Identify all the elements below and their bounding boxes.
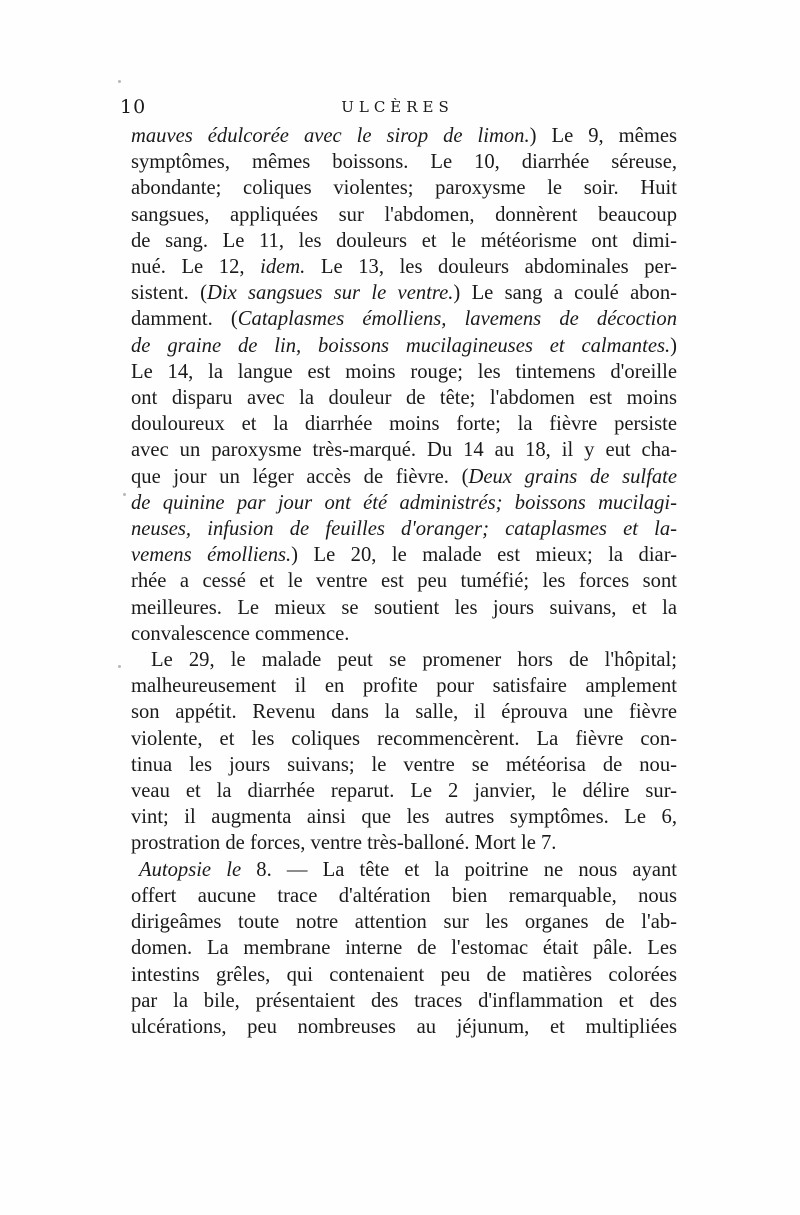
- text-line: [131, 752, 677, 778]
- text-line: [131, 1014, 677, 1040]
- italic-text: de graine de lin, boissons mucilagineuses et calmantes.: [131, 334, 671, 357]
- text-line: [131, 359, 677, 385]
- text-line: [131, 149, 677, 175]
- text-run: domen. La membrane interne de l'estomac était pâle. Les: [131, 937, 677, 960]
- text-run: damment. (: [131, 308, 238, 331]
- italic-text: mauves édulcorée avec le sirop de limon.: [131, 125, 530, 147]
- text-line: [131, 437, 677, 463]
- text-line: [131, 647, 677, 673]
- text-line: [131, 306, 677, 332]
- text-line: [131, 673, 677, 699]
- text-run: son appétit. Revenu dans la salle, il éprouva une fièvre: [131, 701, 677, 724]
- text-line: [131, 254, 677, 280]
- text-run: prostration de forces, ventre très-balloné. Mort le 7.: [131, 832, 557, 855]
- text-line: [131, 333, 677, 359]
- text-run: Le 13, les douleurs abdominales per-: [305, 256, 677, 279]
- text-run: rhée a cessé et le ventre est peu tuméfié; les forces sont: [131, 570, 677, 593]
- text-run: violente, et les coliques recommencèrent. La fièvre con-: [131, 727, 677, 750]
- italic-text: Dix sangsues sur le ventre.: [206, 282, 454, 305]
- text-line: [131, 516, 677, 542]
- text-line: [131, 411, 677, 437]
- text-run: malheureusement il en profite pour satisfaire amplement: [131, 675, 677, 698]
- text-run: offert aucune trace d'altération bien remarquable, nous: [131, 884, 677, 907]
- italic-text: idem.: [260, 256, 306, 279]
- text-run: convalescence commence.: [131, 622, 350, 645]
- text-line: [131, 202, 677, 228]
- text-line: [131, 228, 677, 254]
- text-run: nué. Le 12,: [131, 256, 261, 279]
- text-line: [131, 962, 677, 988]
- text-line: [131, 385, 677, 411]
- text-line: [131, 988, 677, 1014]
- text-run: Le 14, la langue est moins rouge; les tintemens d'oreille: [131, 360, 677, 383]
- text-run: 8. — La tête et la poitrine ne nous ayant: [241, 858, 677, 881]
- text-line: [131, 175, 677, 201]
- text-run: ont disparu avec la douleur de tête; l'abdomen est moins: [131, 387, 677, 410]
- text-run: symptômes, mêmes boissons. Le 10, diarrhée séreuse,: [131, 151, 677, 174]
- text-run: ) Le 9, mêmes: [529, 125, 677, 147]
- text-line: [131, 595, 677, 621]
- italic-text: vemens émolliens.: [131, 544, 292, 567]
- italic-text: de quinine par jour ont été administrés; boissons mucilagi-: [131, 491, 677, 514]
- text-run: de sang. Le 11, les douleurs et le météorisme ont dimi-: [131, 229, 677, 252]
- text-line: [131, 857, 677, 883]
- text-run: Le 29, le malade peut se promener hors de l'hôpital;: [151, 649, 677, 672]
- text-line: [131, 935, 677, 961]
- text-run: avec un paroxysme très-marqué. Du 14 au 18, il y eut cha-: [131, 439, 677, 462]
- running-title: ULCÈRES: [341, 98, 454, 116]
- text-line: [131, 464, 677, 490]
- text-line: [131, 909, 677, 935]
- text-line: [131, 621, 677, 647]
- text-run: ): [670, 334, 677, 357]
- print-speck: [118, 665, 121, 668]
- text-run: ) Le 20, le malade est mieux; la diar-: [291, 544, 677, 567]
- text-run: vint; il augmenta ainsi que les autres symptômes. Le 6,: [131, 806, 677, 829]
- text-run: meilleures. Le mieux se soutient les jours suivans, et la: [131, 596, 677, 619]
- text-line: [131, 883, 677, 909]
- text-line: [131, 568, 677, 594]
- text-line: [131, 778, 677, 804]
- print-speck: [118, 80, 121, 83]
- text-run: sangsues, appliquées sur l'abdomen, donnèrent beaucoup: [131, 203, 677, 226]
- text-run: sistent. (: [131, 282, 207, 305]
- italic-text: Deux grains de sulfate: [468, 465, 677, 488]
- text-run: dirigeâmes toute notre attention sur les organes de l'ab-: [131, 911, 677, 934]
- page-number: 10: [120, 96, 147, 118]
- running-head: [120, 96, 675, 126]
- text-line: [131, 726, 677, 752]
- text-run: veau et la diarrhée reparut. Le 2 janvier, le délire sur-: [131, 780, 677, 803]
- text-line: [131, 542, 677, 568]
- italic-text: Autopsie le: [139, 858, 242, 881]
- text-run: que jour un léger accès de fièvre. (: [131, 465, 469, 488]
- text-run: ulcérations, peu nombreuses au jéjunum, et multipliées: [131, 1015, 677, 1038]
- print-speck: [123, 493, 126, 496]
- text-line: [131, 699, 677, 725]
- text-run: abondante; coliques violentes; paroxysme le soir. Huit: [131, 177, 677, 200]
- text-run: par la bile, présentaient des traces d'inflammation et des: [131, 989, 677, 1012]
- text-run: douloureux et la diarrhée moins forte; la fièvre persiste: [131, 413, 677, 436]
- text-line: [131, 490, 677, 516]
- text-run: intestins grêles, qui contenaient peu de matières colorées: [131, 963, 677, 986]
- text-line: [131, 280, 677, 306]
- text-line: [131, 123, 677, 149]
- text-line: [131, 830, 677, 856]
- italic-text: Cataplasmes émolliens, lavemens de décoction: [237, 308, 677, 331]
- body-text: [131, 123, 677, 1040]
- text-run: ) Le sang a coulé abon-: [453, 282, 677, 305]
- text-run: tinua les jours suivans; le ventre se météorisa de nou-: [131, 753, 677, 776]
- italic-text: neuses, infusion de feuilles d'oranger; cataplasmes et la-: [131, 518, 677, 541]
- text-line: [131, 804, 677, 830]
